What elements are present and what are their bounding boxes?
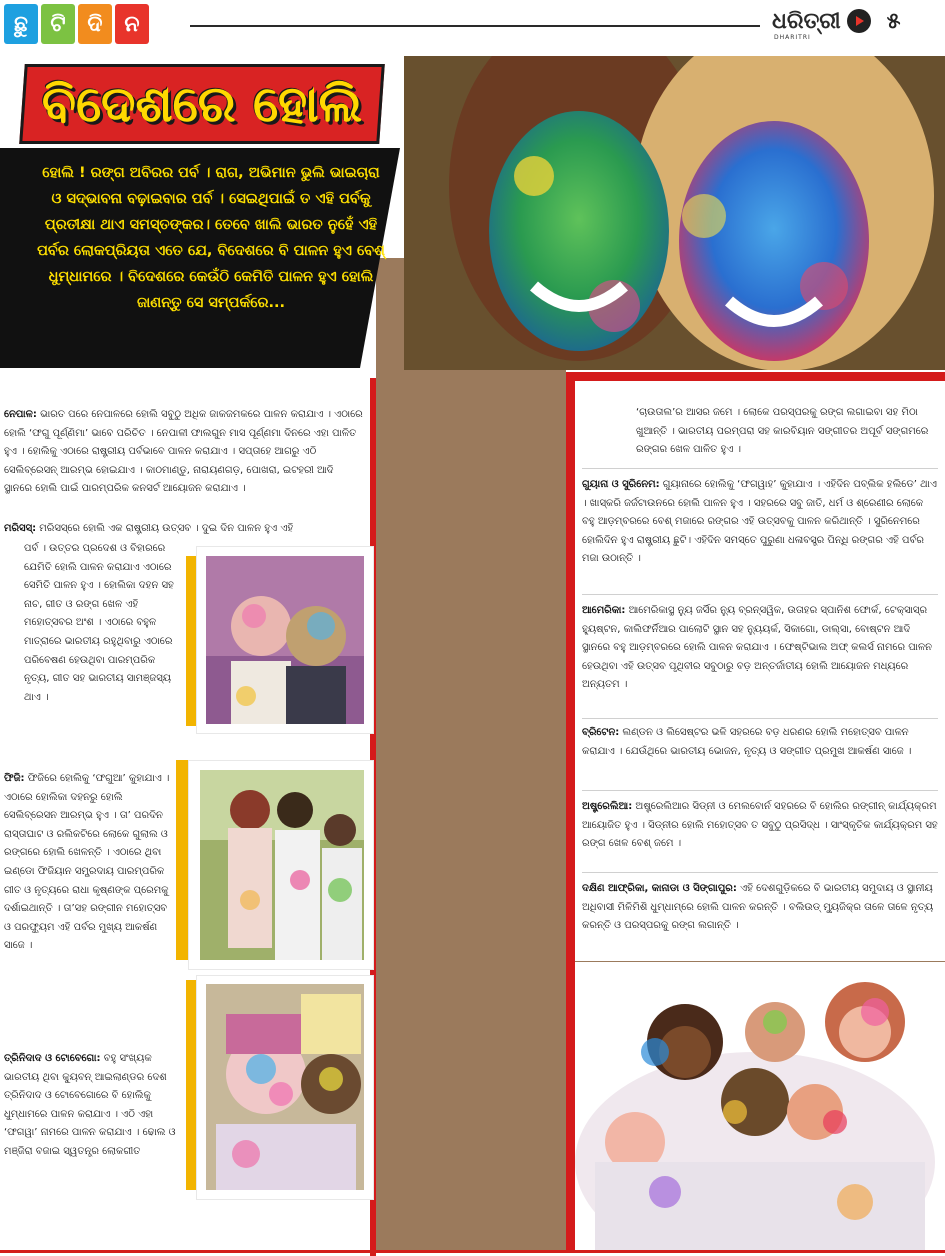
divider-5: [582, 872, 938, 873]
hero-photo: [404, 56, 945, 370]
britain-text: ଲଣ୍ଡନ ଓ ଲିସେଷ୍ଟର ଭଳି ସହରରେ ବଡ଼ ଧରଣର ହୋଲି ମହୋତ୍ସବ ପାଳନ କରାଯାଏ । ଯେଉଁଥିରେ ଭାରତୀୟ ଭୋଜନ, ନୃତ୍ୟ ଓ ସଙ୍ଗୀତ ପ୍ରମୁଖ ଆକର୍ଷଣ ସାଜେ ।: [582, 727, 912, 757]
page-title: ବିଦେଶରେ ହୋଲି: [41, 75, 363, 133]
kicker-char-2: ଟି: [41, 4, 75, 44]
guyana-text: ଗୁୟାନାରେ ହୋଲିକୁ ‘ଫଗୱାହ’ କୁହାଯାଏ । ଏହିଦିନ ପବ୍ଲିକ ହଲିଡେ’ ଥାଏ । ଖାସ୍‌କରି ଜର୍ଜଟାଉନରେ ହୋଲି ପାଳନ ହୁଏ । ସହରରେ ସବୁ ଜାତି, ଧର୍ମ ଓ ଶ୍ରେଣୀର ଲୋକେ ବହୁ ଆଡ଼ମ୍ବରରେ ବେଶ୍ ମଜାରେ ରଙ୍ଗର ଏହି ଉତ୍ସବକୁ ପାଳନ କରିଥାନ୍ତି । ସୁରିନେମରେ ହୋଲିଦିନ ହୁଏ ରାଷ୍ଟ୍ରୀୟ ଛୁଟି। ଏହିଦିନ ସମସ୍ତେ ପୁରୁଣା ଧଳାବସ୍ତ୍ର ପିନ୍ଧି ରଙ୍ଗର ଏହି ପର୍ବର ମଜା ଉଠାନ୍ତି ।: [582, 479, 937, 565]
section-kicker: [4, 4, 149, 44]
red-rule-horizontal: [566, 372, 945, 381]
trinidad-paragraph: [4, 1050, 176, 1162]
guyana-paragraph: [582, 476, 938, 569]
brand-name: ଧରିତ୍ରୀ: [772, 8, 841, 34]
fiji-heading: ଫିଜି:: [4, 773, 25, 784]
trinidad-heading: ତ୍ରିନିଦାଦ ଓ ଟୋବେଗୋ:: [4, 1053, 101, 1064]
nepal-paragraph: [4, 406, 364, 499]
mauritius-paragraph: ପର୍ବ । ଉତ୍ତର ପ୍ରଦେଶ ଓ ବିହାରରେ ଯେମିତି ହୋଲି ପାଳନ କରାଯାଏ ଏଠାରେ ସେମିତି ପାଳନ ହୁଏ । ହୋଲିକା ଦହନ ସହ ନାଚ, ଗୀତ ଓ ରଙ୍ଗ ଖେଳ ଏହି ମହୋତ୍ସବର ଅଂଶ । ଏଠାରେ ବହୁଳ ମାତ୍ରାରେ ଭାରତୀୟ ରହୁଥିବାରୁ ଏଠାରେ ପରିବେଷଣ ହେଉଥିବା ପାରମ୍ପରିକ ନୃତ୍ୟ, ଗୀତ ସହ ଭାରତୀୟ ସାମଞ୍ଜସ୍ୟ ଥାଏ ।: [24, 543, 174, 703]
intro-text: ହୋଲି ! ରଙ୍ଗ ଅବିରର ପର୍ବ । ରାଗ, ଅଭିମାନ ଭୁଲି ଭାଇଚାରା ଓ ସଦ୍ଭାବନା ବଢ଼ାଇବାର ପର୍ବ । ସେଇଥିପାଇଁ ତ ଏହି ପର୍ବକୁ ପ୍ରତୀକ୍ଷା ଥାଏ ସମସ୍ତଙ୍କର। ତେବେ ଖାଲି ଭାରତ ନୁହେଁ ଏହି ପର୍ବର ଲୋକପ୍ରିୟତା ଏତେ ଯେ, ବିଦେଶରେ ବି ପାଳନ ହୁଏ ବେଶ୍ ଧୁମ୍‌ଧାମରେ । ବିଦେଶରେ କେଉଁଠି କେମିତି ପାଳନ ହୁଏ ହୋଲି ଜାଣନ୍ତୁ ସେ ସମ୍ପର୍କରେ...: [37, 165, 385, 311]
festival-photo-2: [200, 770, 364, 960]
nepal-text: ଭାରତ ପରେ ନେପାଳରେ ହୋଲି ସବୁଠୁ ଅଧିକ ଜାକଜମକରେ ପାଳନ କରାଯାଏ । ଏଠାରେ ହୋଲି ‘ଫଗୁ ପୂର୍ଣ୍ଣିମା’ ଭାବେ ପରିଚିତ । ନେପାଳୀ ଫାଲଗୁନ ମାସ ପୂର୍ଣ୍ଣମା ଦିନରେ ଏହା ପାଳିତ ହୁଏ । ହୋଲିକୁ ଏଠାରେ ରାଷ୍ଟ୍ରୀୟ ପର୍ବଭାବେ ପାଳନ କରାଯାଏ । ସପ୍ତାହେ ଆଗରୁ ଏଠି ସେଲିବ୍ରେସନ୍ ଆରମ୍ଭ ହୋଇଯାଏ । କାଠମାଣ୍ଡୁ, ନାରାୟଣଗଡ଼, ପୋଖରା, ଇଟହରୀ ଆଦି ସ୍ଥାନରେ ହୋଲି ପାଇଁ ପାରମ୍ପରିକ କନସର୍ଟ ଆୟୋଜନ କରାଯାଏ ।: [4, 409, 363, 495]
photo-accent-3: [186, 980, 196, 1190]
page-number: ୫: [886, 8, 901, 34]
red-rule-vertical: [566, 372, 575, 1252]
divider-2: [582, 594, 938, 595]
kicker-char-1: ଛୁ: [4, 4, 38, 44]
photo-accent-2: [176, 760, 188, 960]
britain-paragraph: [582, 724, 938, 761]
africa-text: ଏହି ଦେଶଗୁଡ଼ିକରେ ବି ଭାରତୀୟ ସମୁଦାୟ ଓ ସ୍ଥାନୀୟ ଅଧିବାସୀ ମିଳିମିଶି ଧୁମ୍‌ଧାମ୍‌ରେ ହୋଲି ପାଳନ କରନ୍ତି । ବଲିଉଡ୍ ମ୍ୟୁଜିକ୍‌ର ତାଳେ ତାଳେ ନୃତ୍ୟ କରନ୍ତି ଓ ପରସ୍ପରକୁ ରଙ୍ଗ ଲଗାନ୍ତି ।: [582, 883, 934, 932]
nepal-heading: ନେପାଳ:: [4, 409, 37, 420]
usa-paragraph: [582, 602, 938, 695]
mauritius-lead-text: ମରିସସ୍‌ରେ ହୋଲି ଏକ ରାଷ୍ଟ୍ରୀୟ ଉତ୍ସବ । ଦୁଇ ଦିନ ପାଳନ ହୁଏ ଏହି: [36, 523, 294, 534]
africa-heading: ଦକ୍ଷିଣ ଆଫ୍ରିକା, କାନାଡା ଓ ସିଙ୍ଗାପୁର:: [582, 883, 737, 894]
group-photo: [575, 962, 945, 1250]
play-icon: [847, 9, 871, 33]
usa-text: ଆମେରିକାସ୍ଥ ନ୍ୟୁ ଜର୍ସିର ନ୍ୟୁ ବ୍ରନ୍ସୱିକ, ଉତାହର ସ୍ପାନିଶ ଫୋର୍କ, ଟେକ୍ସାସ୍‌ର ହ୍ୟୁଷ୍ଟନ, କାଲିଫର୍ନିଆର ପାଲୋଟି ସ୍ଥାନ ସହ ନ୍ୟୁୟର୍କ, ସିକାଗୋ, ଡାଲ୍ସା, ବୋଷ୍ଟନ ଆଦି ସ୍ଥାନରେ ବହୁ ଆଡ଼ମ୍ବରରେ ହୋଲି ପାଳନ କରାଯାଏ । ଫେଷ୍ଟିଭାଲ ଅଫ୍ କଲର୍ସ ନାମରେ ପାଳନ ହେଉଥିବା ଏହି ଉତ୍ସବ ପୃଥିବୀର ସବୁଠାରୁ ବଡ଼ ଅନ୍ତର୍ଜାତୀୟ ହୋଲି ଆୟୋଜନ ମଧ୍ୟରେ ଅନ୍ୟତମ ।: [582, 605, 933, 691]
divider-1: [582, 468, 938, 469]
brown-backdrop: [376, 258, 566, 1252]
australia-heading: ଅଷ୍ଟ୍ରେଲିଆ:: [582, 801, 633, 812]
festival-photo-1: [206, 556, 364, 724]
kicker-char-4: ନ: [115, 4, 149, 44]
trinidad-text: ବହୁ ସଂଖ୍ୟକ ଭାରତୀୟ ଥିବା କ୍ୟୁବନ୍ ଆଇଲାଣ୍ଡର ଦେଶ ତ୍ରିନିଦାଦ ଓ ଟୋବେଗୋରେ ବି ହୋଲିକୁ ଧୁମ୍‌ଧାମରେ ପାଳନ କରାଯାଏ । ଏଠି ଏହା ‘ଫଗୱା’ ନାମରେ ପାଳନ କରାଯାଏ । ଢୋଲ ଓ ମଞ୍ଜିରା ବଜାଇ ସ୍ୱତନ୍ତ୍ର ଲୋକଗୀତ: [4, 1053, 176, 1157]
mauritius-heading: ମରିସସ୍:: [4, 523, 37, 534]
brand-subtitle: DHARITRI: [774, 34, 811, 41]
mauritius-lead: [4, 520, 364, 539]
photo-accent-1: [186, 556, 196, 726]
divider-4: [582, 790, 938, 791]
header-rule: [190, 25, 760, 27]
divider-3: [582, 718, 938, 719]
britain-heading: ବ୍ରିଟେନ:: [582, 727, 620, 738]
guyana-heading: ଗୁୟାନା ଓ ସୁରିନେମ:: [582, 479, 660, 490]
kicker-char-3: ଦି: [78, 4, 112, 44]
fiji-paragraph: [4, 770, 176, 956]
australia-text: ଅଷ୍ଟ୍ରେଲିଆର ସିଡ୍‌ନୀ ଓ ମେଲବୋର୍ନ ସହରରେ ବି ହୋଲିର ରଙ୍ଗୀନ୍ କାର୍ଯ୍ୟକ୍ରମ ଆୟୋଜିତ ହୁଏ । ସିଡ୍‌ନୀର ହୋଲି ମହୋତ୍ସବ ତ ସବୁଠୁ ପ୍ରସିଦ୍ଧ । ସାଂସ୍କୃତିକ କାର୍ଯ୍ୟକ୍ରମ ସହ ରଙ୍ଗ ଖେଳ ବେଶ୍ ଜମେ ।: [582, 801, 938, 850]
brand-logo: [772, 4, 901, 41]
festival-photo-3: [206, 984, 364, 1190]
fiji-text: ଫିଜିରେ ହୋଲିକୁ ‘ଫଗୁଆ’ କୁହାଯାଏ । ଏଠାରେ ହୋଲିକା ଦହନରୁ ହୋଲି ସେଲିବ୍ରେସନ ଆରମ୍ଭ ହୁଏ । ତା’ ପରଦିନ ରାସ୍ତାଘାଟ ଓ ରଲିକଟିରେ ଲୋକେ ଗୁଲାଲ ଓ ରଙ୍ଗରେ ହୋଲି ଖେଳନ୍ତି । ଏଠାରେ ଥିବା ଇଣ୍ଡୋ ଫିଜିୟାନ ସମ୍ପ୍ରଦାୟ ପାରମ୍ପରିକ ଗୀତ ଓ ନୃତ୍ୟରେ ରାଧା କୃଷ୍ଣଙ୍କ ପ୍ରେମକୁ ଦର୍ଶାଇଥାନ୍ତି । ତା’ସହ ରଙ୍ଗୀନ ମହୋତ୍ସବ ଓ ପରଫ୍ୟୁମ ଏହି ପର୍ବର ମୁଖ୍ୟ ଆକର୍ଷଣ ସାଜେ ।: [4, 773, 170, 952]
australia-paragraph: [582, 798, 938, 854]
footer-rule: [0, 1250, 945, 1253]
africa-paragraph: [582, 880, 938, 936]
continuation-paragraph: ‘ଚାଉତାଲ’ର ଆସର ଜମେ । ଲୋକେ ପରସ୍ପରକୁ ରଙ୍ଗ ଲଗାଇବା ସହ ମିଠା ଖୁଆନ୍ତି । ଭାରତୀୟ ପରମ୍ପରା ସହ କାରବିୟାନ ସଙ୍ଗୀତର ଅପୂର୍ବ ସଙ୍ଗମରେ ରଙ୍ଗର ଖେଳ ପାଳିତ ହୁଏ ।: [636, 407, 929, 456]
usa-heading: ଆମେରିକା:: [582, 605, 626, 616]
